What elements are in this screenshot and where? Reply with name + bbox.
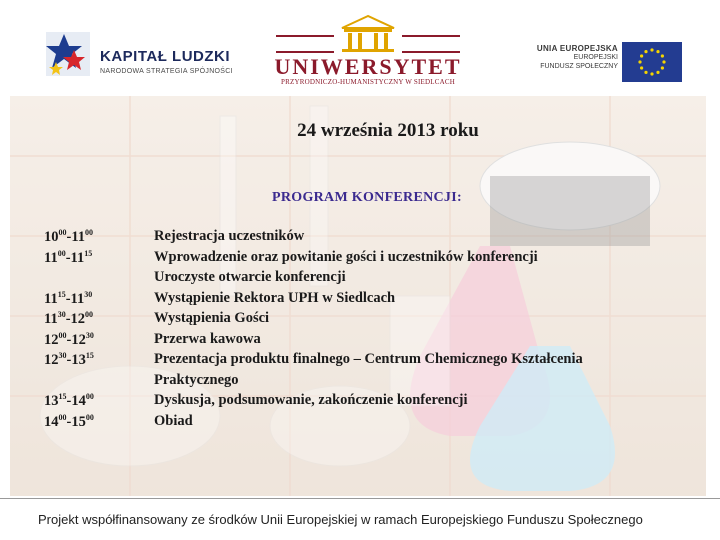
- eu-star-icon: [640, 54, 643, 57]
- schedule-description: Praktycznego: [154, 371, 239, 388]
- end-hour: 15: [71, 413, 86, 430]
- schedule-time: [44, 331, 94, 349]
- eu-star-icon: [638, 60, 641, 63]
- end-hour: 13: [71, 352, 86, 368]
- end-minute: 30: [85, 330, 94, 340]
- university-building-icon: [272, 14, 464, 54]
- end-minute: 30: [84, 289, 93, 299]
- end-minute: 00: [85, 392, 94, 401]
- start-minute: 00: [57, 248, 66, 258]
- schedule-time: [44, 351, 94, 369]
- start-hour: 10: [44, 229, 59, 245]
- schedule-description: Dyskusja, podsumowanie, zakończenie konferencji: [154, 392, 468, 408]
- schedule-description: Wystąpienie Rektora UPH w Siedlcach: [154, 289, 396, 306]
- start-minute: 00: [58, 330, 67, 340]
- schedule-description: Rejestracja uczestników: [154, 228, 305, 244]
- university-subtitle: PRZYRODNICZO-HUMANISTYCZNY W SIEDLCACH: [281, 78, 455, 86]
- time-separator: -: [65, 249, 71, 266]
- kapital-ludzki-subtitle: NARODOWA STRATEGIA SPÓJNOŚCI: [100, 68, 233, 75]
- schedule-row: [44, 413, 704, 434]
- start-hour: 12: [44, 352, 59, 368]
- schedule-description: Obiad: [154, 412, 193, 429]
- start-hour: 11: [44, 290, 58, 307]
- end-hour: 12: [70, 311, 86, 327]
- schedule-description: Wystąpienia Gości: [154, 310, 270, 326]
- schedule-row: [44, 351, 704, 372]
- schedule-time: [44, 249, 92, 267]
- start-hour: 13: [44, 393, 59, 409]
- start-minute: 00: [58, 412, 67, 422]
- time-separator: -: [66, 331, 72, 348]
- schedule-row: [44, 392, 704, 413]
- eu-text: [537, 44, 618, 71]
- eu-logo: [518, 40, 688, 84]
- schedule-row: [44, 269, 704, 290]
- end-hour: 11: [71, 229, 86, 245]
- time-separator: -: [66, 393, 72, 409]
- laboratory-photo-background: [10, 96, 706, 496]
- program-schedule: [44, 228, 704, 433]
- start-minute: 00: [58, 228, 67, 237]
- end-hour: 14: [71, 393, 86, 409]
- time-separator: -: [66, 413, 72, 430]
- end-minute: 15: [85, 351, 94, 360]
- conference-date: 24 września 2013 roku: [297, 120, 479, 141]
- eu-star-icon: [640, 66, 643, 69]
- start-minute: 15: [57, 289, 66, 299]
- start-minute: 30: [57, 310, 66, 319]
- footer-divider: [0, 498, 720, 499]
- eu-star-icon: [644, 71, 647, 74]
- time-separator: -: [65, 311, 71, 327]
- eu-line3: FUNDUSZ SPOŁECZNY: [540, 63, 618, 70]
- university-name: UNIWERSYTET: [274, 54, 462, 79]
- kapital-ludzki-title: KAPITAŁ LUDZKI: [100, 48, 231, 65]
- end-hour: 12: [71, 331, 86, 348]
- schedule-description: Przerwa kawowa: [154, 330, 261, 347]
- end-hour: 11: [70, 249, 85, 266]
- start-hour: 11: [44, 311, 58, 327]
- schedule-description: Uroczyste otwarcie konferencji: [154, 269, 346, 285]
- schedule-time: [44, 392, 94, 410]
- start-hour: 14: [44, 413, 59, 430]
- schedule-row: [44, 331, 704, 352]
- schedule-row: [44, 310, 704, 331]
- eu-star-icon: [656, 50, 659, 53]
- start-hour: 12: [44, 331, 59, 348]
- schedule-time: [44, 290, 92, 308]
- kapital-ludzki-star-icon: [44, 28, 96, 80]
- eu-star-icon: [650, 72, 653, 75]
- university-logo: [272, 14, 464, 92]
- time-separator: -: [66, 352, 72, 368]
- eu-line1: UNIA EUROPEJSKA: [536, 44, 618, 53]
- eu-flag-icon: [622, 42, 682, 82]
- end-hour: 11: [70, 290, 85, 307]
- start-minute: 30: [58, 351, 67, 360]
- header: [0, 0, 720, 96]
- schedule-description: Prezentacja produktu finalnego – Centrum Chemicznego Kształcenia: [154, 351, 583, 367]
- eu-line2: EUROPEJSKI: [573, 54, 618, 61]
- schedule-row: [44, 372, 704, 393]
- schedule-row: [44, 228, 704, 249]
- start-minute: 15: [58, 392, 67, 401]
- eu-star-icon: [661, 54, 664, 57]
- eu-star-icon: [644, 50, 647, 53]
- eu-star-icon: [661, 66, 664, 69]
- end-minute: 00: [85, 228, 94, 237]
- schedule-row: [44, 290, 704, 311]
- program-title: PROGRAM KONFERENCJI:: [272, 190, 462, 205]
- end-minute: 00: [85, 412, 94, 422]
- footer: [0, 498, 720, 540]
- eu-star-icon: [650, 48, 653, 51]
- end-minute: 15: [84, 248, 93, 258]
- eu-star-icon: [656, 71, 659, 74]
- eu-star-icon: [662, 60, 665, 63]
- schedule-time: [44, 310, 93, 328]
- schedule-row: [44, 249, 704, 270]
- schedule-time: [44, 228, 93, 246]
- footer-text: Projekt współfinansowany ze środków Unii Europejskiej w ramach Europejskiego Funduszu Społecznego: [38, 512, 643, 527]
- schedule-description: Wprowadzenie oraz powitanie gości i uczestników konferencji: [154, 248, 538, 265]
- kapital-ludzki-logo: [44, 28, 244, 84]
- end-minute: 00: [85, 310, 94, 319]
- schedule-time: [44, 413, 94, 431]
- time-separator: -: [66, 229, 72, 245]
- time-separator: -: [65, 290, 71, 307]
- start-hour: 11: [44, 249, 58, 266]
